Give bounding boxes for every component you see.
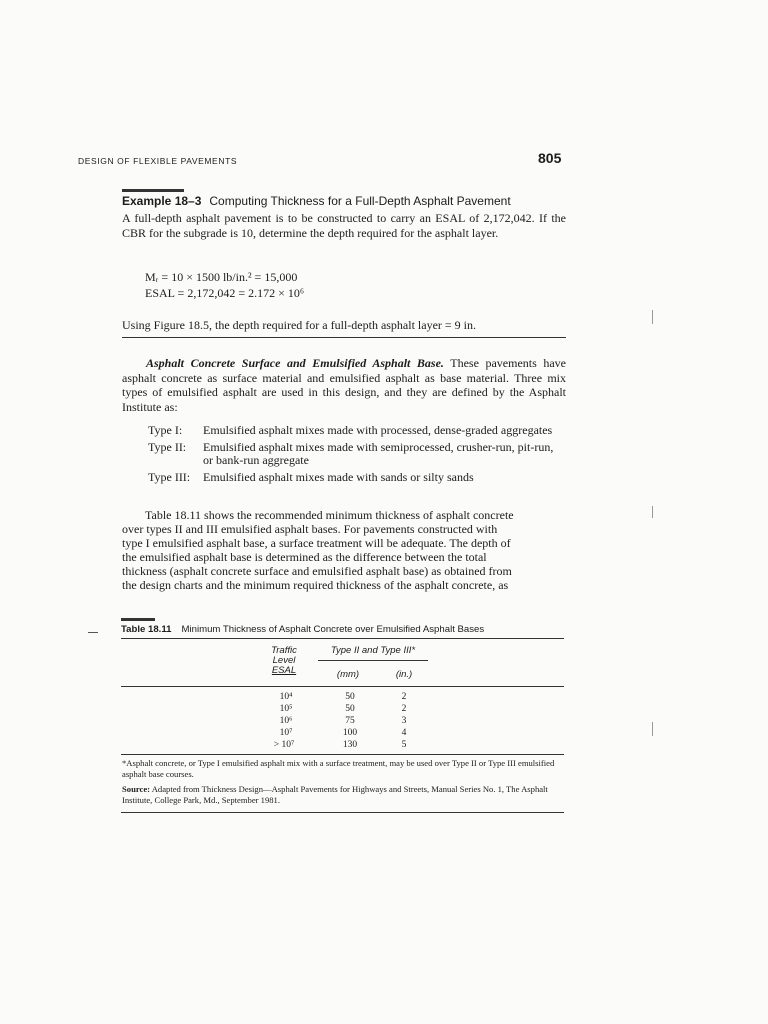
section-paragraph xyxy=(122,356,566,414)
equation-2: ESAL = 2,172,042 = 2.172 × 10⁶ xyxy=(145,286,305,300)
table-title-rule xyxy=(121,638,564,639)
table-end-rule xyxy=(121,812,564,813)
body-line: the emulsified asphalt base is determined as the difference between the total xyxy=(122,550,487,564)
section-intro: These pavements have asphalt concrete as surface material and emulsified asphalt as base material. Three mix types of emulsified asphalt are used in this design, and they are defined by the Asphalt Institute as: xyxy=(122,356,566,414)
cell-in: 4 xyxy=(401,728,407,738)
body-line: over types II and III emulsified asphalt bases. For pavements constructed with xyxy=(122,522,498,536)
col-header-line: Traffic xyxy=(271,645,297,656)
cell-in: 2 xyxy=(401,704,407,714)
cell-esal: 10⁶ xyxy=(279,716,293,726)
col-header-mm: (mm) xyxy=(336,669,360,680)
margin-line xyxy=(652,722,653,736)
col-header-esal xyxy=(262,646,306,676)
cell-in: 2 xyxy=(401,692,407,702)
margin-mark xyxy=(88,632,98,633)
body-line: thickness (asphalt concrete surface and emulsified asphalt base) as obtained from xyxy=(122,564,512,578)
type-label: Type I: xyxy=(148,423,183,437)
example-heading xyxy=(122,194,511,208)
equation-1: Mᵣ = 10 × 1500 lb/in.² = 15,000 xyxy=(145,270,298,284)
mix-types-list xyxy=(148,424,566,487)
col-header-group: Type II and Type III* xyxy=(330,645,416,656)
source-label: Source: xyxy=(122,784,151,794)
cell-mm: 130 xyxy=(342,740,358,750)
example-problem: A full-depth asphalt pavement is to be constructed to carry an ESAL of 2,172,042. If the CBR for the subgrade is 10, determine the depth required for the asphalt layer. xyxy=(122,211,566,240)
cell-in: 3 xyxy=(401,716,407,726)
example-bottom-rule xyxy=(122,337,566,338)
table-bottom-rule xyxy=(121,754,564,755)
table-footnote: *Asphalt concrete, or Type I emulsified asphalt mix with a surface treatment, may be used over Type II or Type III emulsified asphalt base courses. xyxy=(122,758,555,779)
cell-esal: 10⁵ xyxy=(279,704,293,714)
col-header-in: (in.) xyxy=(395,669,413,680)
cell-mm: 50 xyxy=(345,704,355,714)
source-text: Adapted from Thickness Design—Asphalt Pavements for Highways and Streets, Manual Series No. 1, The Asphalt Institute, College Park, Md., September 1981. xyxy=(122,784,548,805)
cell-esal: 10⁷ xyxy=(279,728,293,738)
list-item xyxy=(148,441,566,468)
col-header-line: ESAL xyxy=(271,665,297,676)
cell-esal: 10⁴ xyxy=(279,692,293,702)
cell-mm: 75 xyxy=(345,716,355,726)
page-number: 805 xyxy=(538,150,562,166)
type-text: Emulsified asphalt mixes made with processed, dense-graded aggregates xyxy=(203,423,553,437)
cell-in: 5 xyxy=(401,740,407,750)
body-line: the design charts and the minimum required thickness of the asphalt concrete, as xyxy=(122,578,509,592)
type-label: Type III: xyxy=(148,469,191,484)
type-text: Emulsified asphalt mixes made with semiprocessed, crusher-run, pit-run, or bank-run aggregate xyxy=(203,439,554,468)
table-caption: Minimum Thickness of Asphalt Concrete over Emulsified Asphalt Bases xyxy=(181,624,485,635)
body-line: Table 18.11 shows the recommended minimum thickness of asphalt concrete xyxy=(145,508,514,522)
margin-line xyxy=(652,506,653,518)
table-source xyxy=(122,784,562,806)
body-line: type I emulsified asphalt base, a surface treatment will be adequate. The depth of xyxy=(122,536,511,550)
section-heading: Asphalt Concrete Surface and Emulsified Asphalt Base. xyxy=(146,356,444,370)
margin-line xyxy=(652,310,653,324)
example-title: Computing Thickness for a Full-Depth Asphalt Pavement xyxy=(209,194,511,208)
col-header-line: Level xyxy=(272,655,296,666)
table-title xyxy=(121,624,484,635)
example-label: Example 18–3 xyxy=(122,194,202,208)
cell-mm: 50 xyxy=(345,692,355,702)
example-top-rule xyxy=(122,189,184,192)
list-item xyxy=(148,471,566,485)
cell-mm: 100 xyxy=(342,728,358,738)
example-solution: Using Figure 18.5, the depth required for a full-depth asphalt layer = 9 in. xyxy=(122,318,477,332)
table-top-rule xyxy=(121,618,155,621)
table-label: Table 18.11 xyxy=(121,624,172,635)
type-text: Emulsified asphalt mixes made with sands or silty sands xyxy=(203,469,474,484)
type-label: Type II: xyxy=(148,439,187,454)
cell-esal: > 10⁷ xyxy=(273,740,295,750)
table-header-rule xyxy=(121,686,564,687)
group-header-rule xyxy=(318,660,428,661)
list-item xyxy=(148,424,566,438)
running-head: DESIGN OF FLEXIBLE PAVEMENTS xyxy=(78,156,238,166)
